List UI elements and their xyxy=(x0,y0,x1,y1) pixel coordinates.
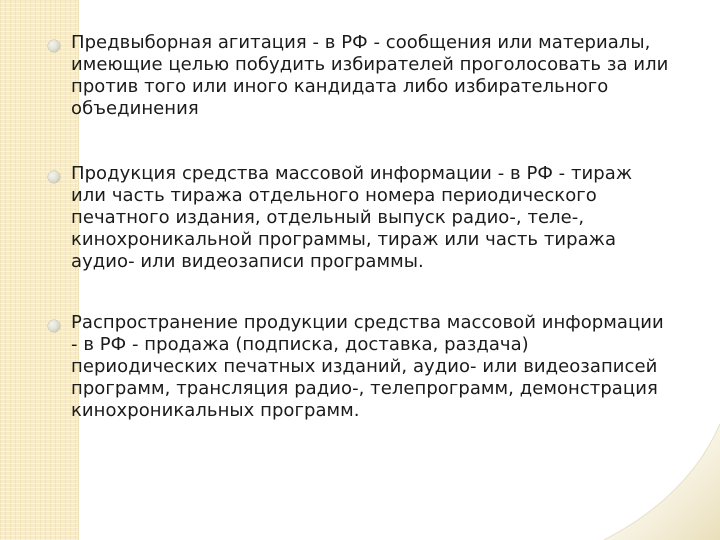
bullet-icon xyxy=(48,320,60,332)
bullet-text-1: Предвыборная агитация - в РФ - сообщения или материалы, имеющие целью побудить избирателей проголосовать за или против того или иного кандидата либо избирательного объединения xyxy=(71,32,669,119)
bullet-text-2: Продукция средства массовой информации - в РФ - тираж или часть тиража отдельного номера периодического печатного издания, отдельный выпуск радио-, теле-, кинохроникальной программы, тираж или часть тиража аудио- или видеозаписи программы. xyxy=(71,163,633,272)
bullet-icon xyxy=(48,171,60,183)
bullet-text-3: Распространение продукции средства массовой информации - в РФ - продажа (подписка, доставка, раздача) периодических печатных изданий, аудио- или видеозаписей программ, трансляция радио-, телепрограмм, демонстрация кинохроникальных программ. xyxy=(71,312,664,421)
bullet-icon xyxy=(48,40,60,52)
